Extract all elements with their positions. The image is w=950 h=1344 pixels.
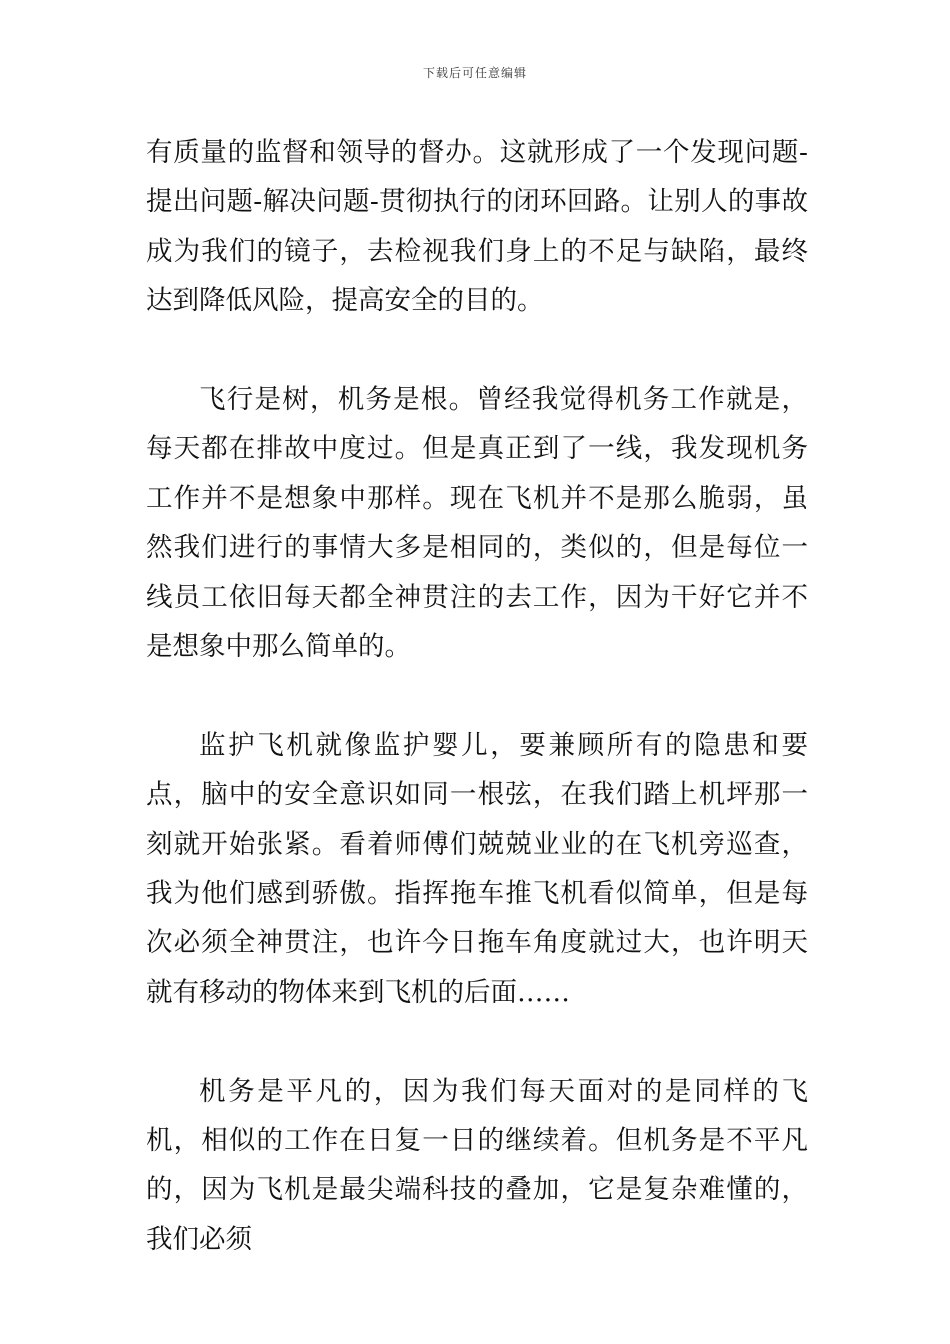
paragraph-gap (146, 326, 808, 375)
paragraph-gap (146, 671, 808, 720)
page-header: 下载后可任意编辑 (422, 66, 527, 80)
paragraph-3: 监护飞机就像监护婴儿，要兼顾所有的隐患和要点，脑中的安全意识如同一根弦，在我们踏上机坪那一刻就开始张紧。看着师傅们兢兢业业的在飞机旁巡查，我为他们感到骄傲。指挥拖车推飞机看似简单，但是每次必须全神贯注，也许今日拖车角度就过大，也许明天就有移动的物体来到飞机的后面…… (146, 729, 808, 1008)
paragraph-2: 飞行是树，机务是根。曾经我觉得机务工作就是，每天都在排故中度过。但是真正到了一线，我发现机务工作并不是想象中那样。现在飞机并不是那么脆弱，虽然我们进行的事情大多是相同的，类似的，但是每位一线员工依旧每天都全神贯注的去工作，因为干好它并不是想象中那么简单的。 (146, 384, 808, 663)
paragraph-gap (146, 1017, 808, 1066)
document-body (146, 128, 808, 1264)
paragraph-4: 机务是平凡的，因为我们每天面对的是同样的飞机，相似的工作在日复一日的继续着。但机务是不平凡的，因为飞机是最尖端科技的叠加，它是复杂难懂的，我们必须 (146, 1075, 808, 1255)
paragraph-1: 有质量的监督和领导的督办。这就形成了一个发现问题-提出问题-解决问题-贯彻执行的闭环回路。让别人的事故成为我们的镜子，去检视我们身上的不足与缺陷，最终达到降低风险，提高安全的目的。 (146, 137, 808, 317)
